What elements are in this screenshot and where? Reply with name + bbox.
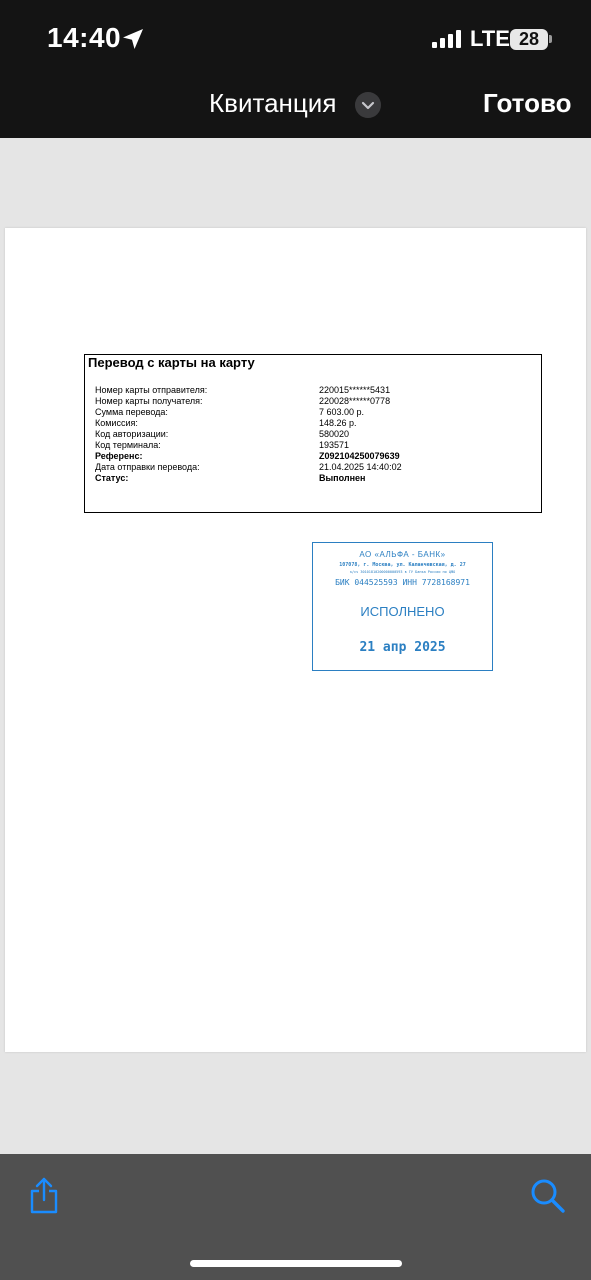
row-label: Код авторизации: bbox=[95, 429, 169, 439]
receipt-row bbox=[85, 429, 541, 440]
stamp-date: 21 апр 2025 bbox=[359, 640, 446, 655]
row-value: 148.26 р. bbox=[319, 418, 357, 428]
row-label: Код терминала: bbox=[95, 440, 161, 450]
row-label: Статус: bbox=[95, 473, 129, 483]
receipt-row bbox=[85, 385, 541, 396]
network-type: LTE bbox=[470, 26, 510, 51]
row-value: 220028******0778 bbox=[319, 396, 391, 406]
home-indicator[interactable] bbox=[190, 1260, 402, 1267]
stamp-bank-name: АО «АЛЬФА - БАНК» bbox=[359, 550, 446, 559]
row-label: Номер карты отправителя: bbox=[95, 385, 208, 395]
receipt-row bbox=[85, 473, 541, 484]
row-label: Комиссия: bbox=[95, 418, 138, 428]
share-icon[interactable] bbox=[28, 1176, 60, 1214]
receipt-row bbox=[85, 418, 541, 429]
battery-icon: 28 bbox=[510, 29, 548, 50]
row-value: 7 603.00 р. bbox=[319, 407, 365, 417]
chevron-down-icon[interactable] bbox=[355, 92, 381, 118]
stamp-address: 107078, г. Москва, ул. Каланчевская, д. 27 bbox=[339, 562, 466, 568]
search-icon[interactable] bbox=[530, 1178, 566, 1214]
receipt-row bbox=[85, 407, 541, 418]
document-page bbox=[5, 228, 586, 1052]
receipt-row bbox=[85, 440, 541, 451]
status-time: 14:40 bbox=[47, 22, 122, 53]
row-label: Референс: bbox=[95, 451, 143, 461]
receipt-row bbox=[85, 396, 541, 407]
location-arrow-icon bbox=[121, 27, 145, 51]
page-title: Квитанция bbox=[209, 88, 337, 118]
row-value: Z092104250079639 bbox=[319, 451, 400, 461]
bank-stamp bbox=[312, 542, 493, 671]
top-bar bbox=[0, 0, 591, 138]
receipt-row bbox=[85, 462, 541, 473]
cellular-signal-icon bbox=[432, 30, 462, 48]
done-button[interactable]: Готово bbox=[483, 88, 572, 118]
receipt-row bbox=[85, 451, 541, 462]
row-value: 21.04.2025 14:40:02 bbox=[319, 462, 402, 472]
row-value: 193571 bbox=[319, 440, 350, 450]
stamp-status: ИСПОЛНЕНО bbox=[360, 604, 445, 619]
stamp-account: к/сч 30101810200000000593 в ГУ Банка России по ЦФО bbox=[349, 570, 456, 574]
battery-tip bbox=[549, 35, 552, 43]
row-value: 220015******5431 bbox=[319, 385, 391, 395]
receipt-box bbox=[84, 354, 542, 513]
stamp-bik-inn: БИК 044525593 ИНН 7728168971 bbox=[335, 578, 470, 587]
row-label: Сумма перевода: bbox=[95, 407, 168, 417]
row-value: Выполнен bbox=[319, 473, 366, 483]
row-label: Дата отправки перевода: bbox=[95, 462, 200, 472]
row-value: 580020 bbox=[319, 429, 350, 439]
receipt-title: Перевод с карты на карту bbox=[88, 355, 255, 370]
row-label: Номер карты получателя: bbox=[95, 396, 203, 406]
